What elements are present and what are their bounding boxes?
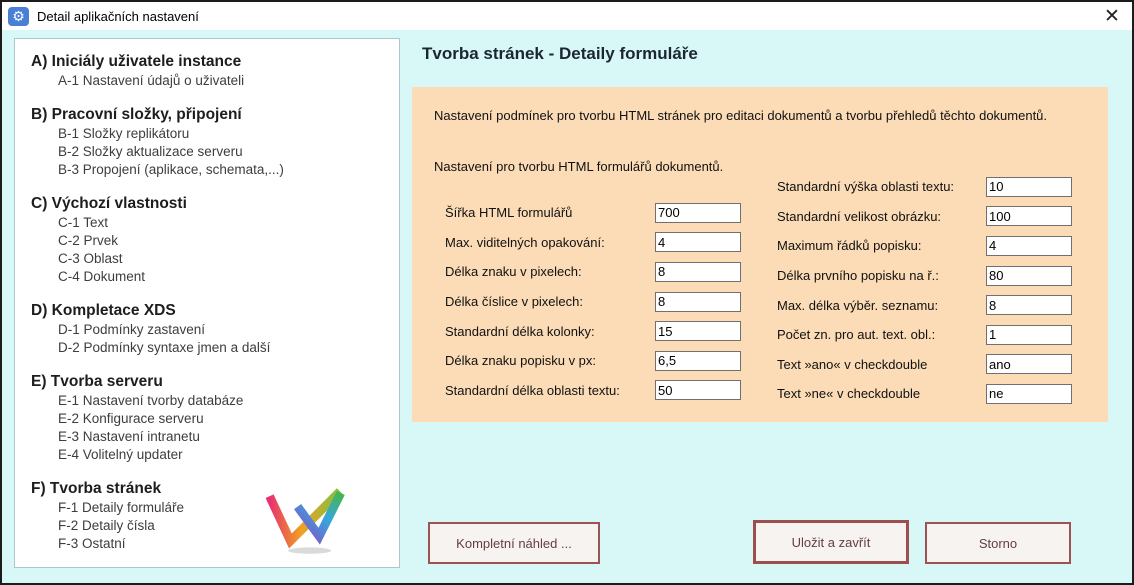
form-row — [777, 290, 1072, 320]
sidebar-item-e3[interactable]: E-3 Nastavení intranetu — [58, 429, 200, 444]
input-delka-cislice[interactable] — [655, 292, 741, 312]
sidebar-item-b1[interactable]: B-1 Složky replikátoru — [58, 126, 190, 141]
form-row — [445, 257, 741, 287]
logo — [259, 485, 357, 557]
input-velikost-obrazku[interactable] — [986, 206, 1072, 226]
form-row — [445, 346, 741, 376]
sidebar-item-f2[interactable]: F-2 Detaily čísla — [58, 518, 155, 533]
sidebar-section — [31, 104, 399, 179]
sidebar-section-e[interactable]: E) Tvorba serveru — [31, 373, 163, 390]
sidebar-item-f3[interactable]: F-3 Ostatní — [58, 536, 126, 551]
sidebar — [14, 38, 400, 568]
form-row — [445, 228, 741, 258]
form-row — [777, 172, 1072, 202]
field-label-velikost-obrazku: Standardní velikost obrázku: — [777, 208, 942, 224]
preview-button[interactable]: Kompletní náhled ... — [428, 522, 600, 564]
sidebar-item-b2[interactable]: B-2 Složky aktualizace serveru — [58, 144, 243, 159]
field-label-delka-popisku: Délka znaku popisku v px: — [445, 353, 597, 369]
sidebar-item-e2[interactable]: E-2 Konfigurace serveru — [58, 411, 204, 426]
panel-subdescription: Nastavení pro tvorbu HTML formulářů dokumentů. — [434, 159, 724, 174]
window-title: Detail aplikačních nastavení — [37, 8, 199, 24]
field-label-text-ne: Text »ne« v checkdouble — [777, 386, 921, 402]
gear-icon: ⚙ — [8, 7, 29, 26]
sidebar-item-f1[interactable]: F-1 Detaily formuláře — [58, 500, 185, 515]
field-label-delka-cislice: Délka číslice v pixelech: — [445, 294, 583, 310]
sidebar-section-f[interactable]: F) Tvorba stránek — [31, 480, 162, 497]
sidebar-item-c2[interactable]: C-2 Prvek — [58, 233, 119, 248]
settings-panel — [412, 87, 1108, 422]
sidebar-section-a[interactable]: A) Iniciály uživatele instance — [31, 53, 242, 70]
form-column-left — [445, 198, 741, 405]
input-max-radku[interactable] — [986, 236, 1072, 256]
page-title: Tvorba stránek - Detaily formuláře — [422, 44, 698, 63]
input-vyska-oblasti[interactable] — [986, 177, 1072, 197]
input-max-opakovani[interactable] — [655, 232, 741, 252]
content-area — [2, 30, 1132, 583]
form-row — [777, 231, 1072, 261]
input-vyber-seznam[interactable] — [986, 295, 1072, 315]
input-text-ne[interactable] — [986, 384, 1072, 404]
input-delka-oblasti[interactable] — [655, 380, 741, 400]
field-label-delka-znaku: Délka znaku v pixelech: — [445, 264, 582, 280]
form-row — [777, 379, 1072, 409]
field-label-max-opakovani: Max. viditelných opakování: — [445, 234, 605, 250]
input-prvni-popisek[interactable] — [986, 266, 1072, 286]
input-delka-kolonky[interactable] — [655, 321, 741, 341]
field-label-delka-kolonky: Standardní délka kolonky: — [445, 323, 595, 339]
sidebar-item-c4[interactable]: C-4 Dokument — [58, 269, 146, 284]
titlebar — [2, 2, 1132, 30]
sidebar-section — [31, 193, 399, 286]
input-pocet-zn[interactable] — [986, 325, 1072, 345]
sidebar-item-c1[interactable]: C-1 Text — [58, 215, 109, 230]
form-row — [445, 316, 741, 346]
field-label-vyska-oblasti: Standardní výška oblasti textu: — [777, 179, 955, 195]
field-label-sirka-html: Šířka HTML formulářů — [445, 205, 573, 221]
form-row — [777, 261, 1072, 291]
form-row — [445, 198, 741, 228]
input-sirka-html[interactable] — [655, 203, 741, 223]
sidebar-section-c[interactable]: C) Výchozí vlastnosti — [31, 195, 187, 212]
close-icon[interactable]: ✕ — [1104, 5, 1120, 27]
field-label-pocet-zn: Počet zn. pro aut. text. obl.: — [777, 327, 936, 343]
sidebar-section — [31, 371, 399, 464]
sidebar-item-a1[interactable]: A-1 Nastavení údajů o uživateli — [58, 73, 245, 88]
form-row — [777, 320, 1072, 350]
sidebar-item-e4[interactable]: E-4 Volitelný updater — [58, 447, 183, 462]
field-label-max-radku: Maximum řádků popisku: — [777, 238, 922, 254]
sidebar-item-e1[interactable]: E-1 Nastavení tvorby databáze — [58, 393, 244, 408]
save-and-close-button[interactable]: Uložit a zavřít — [753, 520, 909, 564]
input-delka-popisku[interactable] — [655, 351, 741, 371]
input-text-ano[interactable] — [986, 354, 1072, 374]
sidebar-section-d[interactable]: D) Kompletace XDS — [31, 302, 176, 319]
form-row — [445, 376, 741, 406]
sidebar-item-b3[interactable]: B-3 Propojení (aplikace, schemata,...) — [58, 162, 284, 177]
field-label-delka-oblasti: Standardní délka oblasti textu: — [445, 382, 620, 398]
sidebar-section — [31, 51, 399, 90]
form-row — [445, 287, 741, 317]
form-row — [777, 350, 1072, 380]
form-row — [777, 202, 1072, 232]
field-label-vyber-seznam: Max. délka výběr. seznamu: — [777, 297, 939, 313]
sidebar-item-d1[interactable]: D-1 Podmínky zastavení — [58, 322, 206, 337]
sidebar-section — [31, 300, 399, 357]
panel-description: Nastavení podmínek pro tvorbu HTML stránek pro editaci dokumentů a tvorbu přehledů těchto dokumentů. — [434, 108, 1048, 123]
field-label-prvni-popisek: Délka prvního popisku na ř.: — [777, 268, 939, 284]
cancel-button[interactable]: Storno — [925, 522, 1071, 564]
form-column-right — [777, 172, 1072, 409]
field-label-text-ano: Text »ano« v checkdouble — [777, 356, 928, 372]
sidebar-section-b[interactable]: B) Pracovní složky, připojení — [31, 106, 242, 123]
sidebar-item-d2[interactable]: D-2 Podmínky syntaxe jmen a další — [58, 340, 271, 355]
input-delka-znaku[interactable] — [655, 262, 741, 282]
sidebar-item-c3[interactable]: C-3 Oblast — [58, 251, 123, 266]
